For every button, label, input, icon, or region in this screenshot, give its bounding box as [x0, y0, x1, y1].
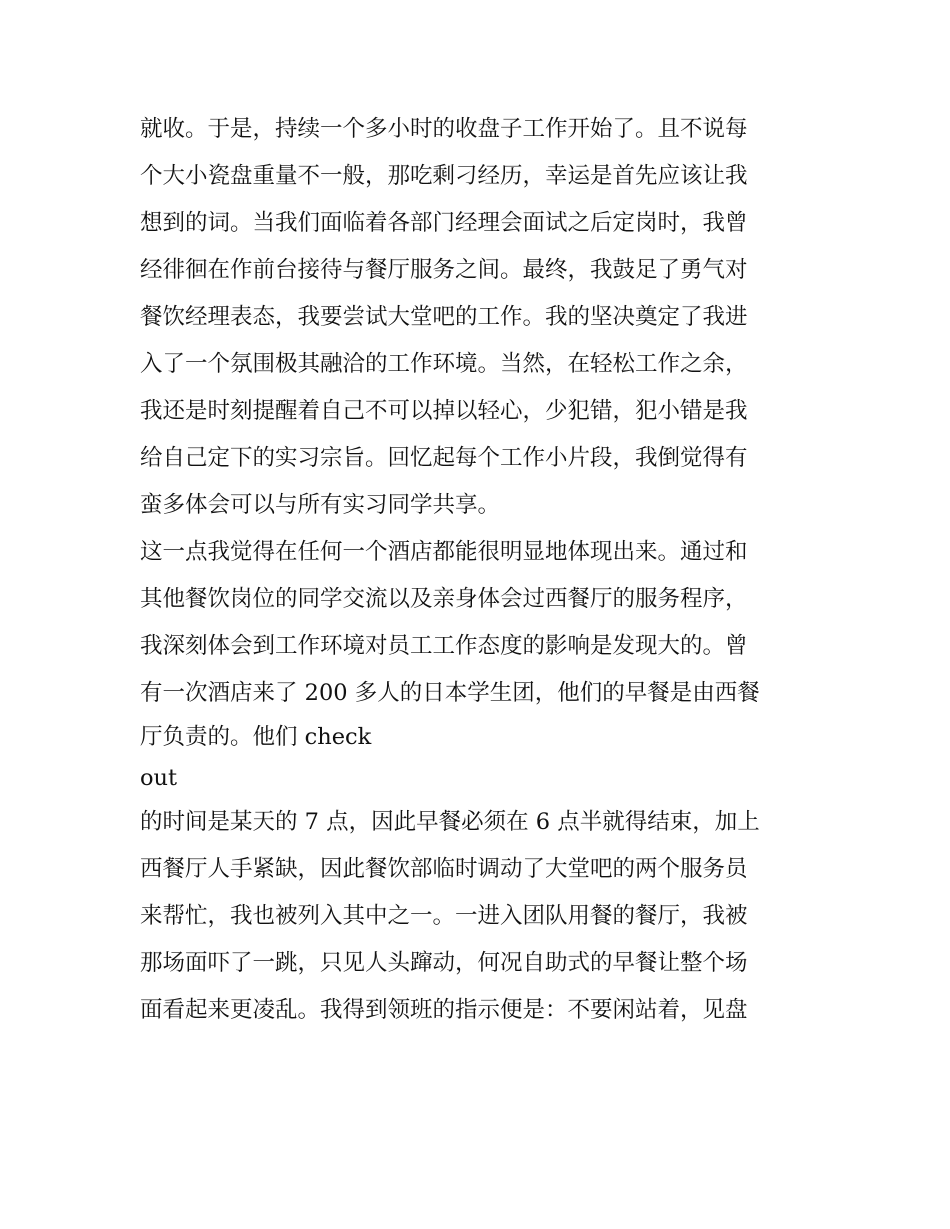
text-line: 的时间是某天的 7 点，因此早餐必须在 6 点半就得结束，加上 [140, 809, 760, 835]
text-line: 那场面吓了一跳，只见人头蹿动，何况自助式的早餐让整个场 [140, 950, 748, 976]
text-line: 给自己定下的实习宗旨。回忆起每个工作小片段，我倒觉得有 [140, 445, 748, 471]
text-line: 个大小瓷盘重量不一般，那吃剩刁经历，幸运是首先应该让我 [140, 163, 748, 189]
text-line: 面看起来更凌乱。我得到领班的指示便是：不要闲站着，见盘 [140, 997, 748, 1023]
paragraph-1 [140, 106, 815, 529]
text-line: 厅负责的。他们 check [140, 724, 372, 750]
text-line: 入了一个氛围极其融洽的工作环境。当然，在轻松工作之余， [140, 351, 748, 377]
text-line: 餐饮经理表态，我要尝试大堂吧的工作。我的坚决奠定了我进 [140, 304, 748, 330]
text-line: 经徘徊在作前台接待与餐厅服务之间。最终，我鼓足了勇气对 [140, 257, 748, 283]
paragraph-2 [140, 529, 815, 1034]
document-body [140, 106, 815, 1034]
text-line: 这一点我觉得在任何一个酒店都能很明显地体现出来。通过和 [140, 539, 748, 565]
text-line: 西餐厅人手紧缺，因此餐饮部临时调动了大堂吧的两个服务员 [140, 856, 748, 882]
text-line: 我还是时刻提醒着自己不可以掉以轻心，少犯错，犯小错是我 [140, 398, 748, 424]
text-line: 我深刻体会到工作环境对员工工作态度的影响是发现大的。曾 [140, 633, 748, 659]
text-line: out [140, 765, 178, 791]
text-line: 想到的词。当我们面临着各部门经理会面试之后定岗时，我曾 [140, 210, 748, 236]
text-line: 就收。于是，持续一个多小时的收盘子工作开始了。且不说每 [140, 116, 748, 142]
text-line: 蛮多体会可以与所有实习同学共享。 [140, 492, 501, 518]
text-line: 来帮忙，我也被列入其中之一。一进入团队用餐的餐厅，我被 [140, 903, 748, 929]
text-line: 其他餐饮岗位的同学交流以及亲身体会过西餐厅的服务程序， [140, 586, 748, 612]
text-line: 有一次酒店来了 200 多人的日本学生团，他们的早餐是由西餐 [140, 680, 760, 706]
